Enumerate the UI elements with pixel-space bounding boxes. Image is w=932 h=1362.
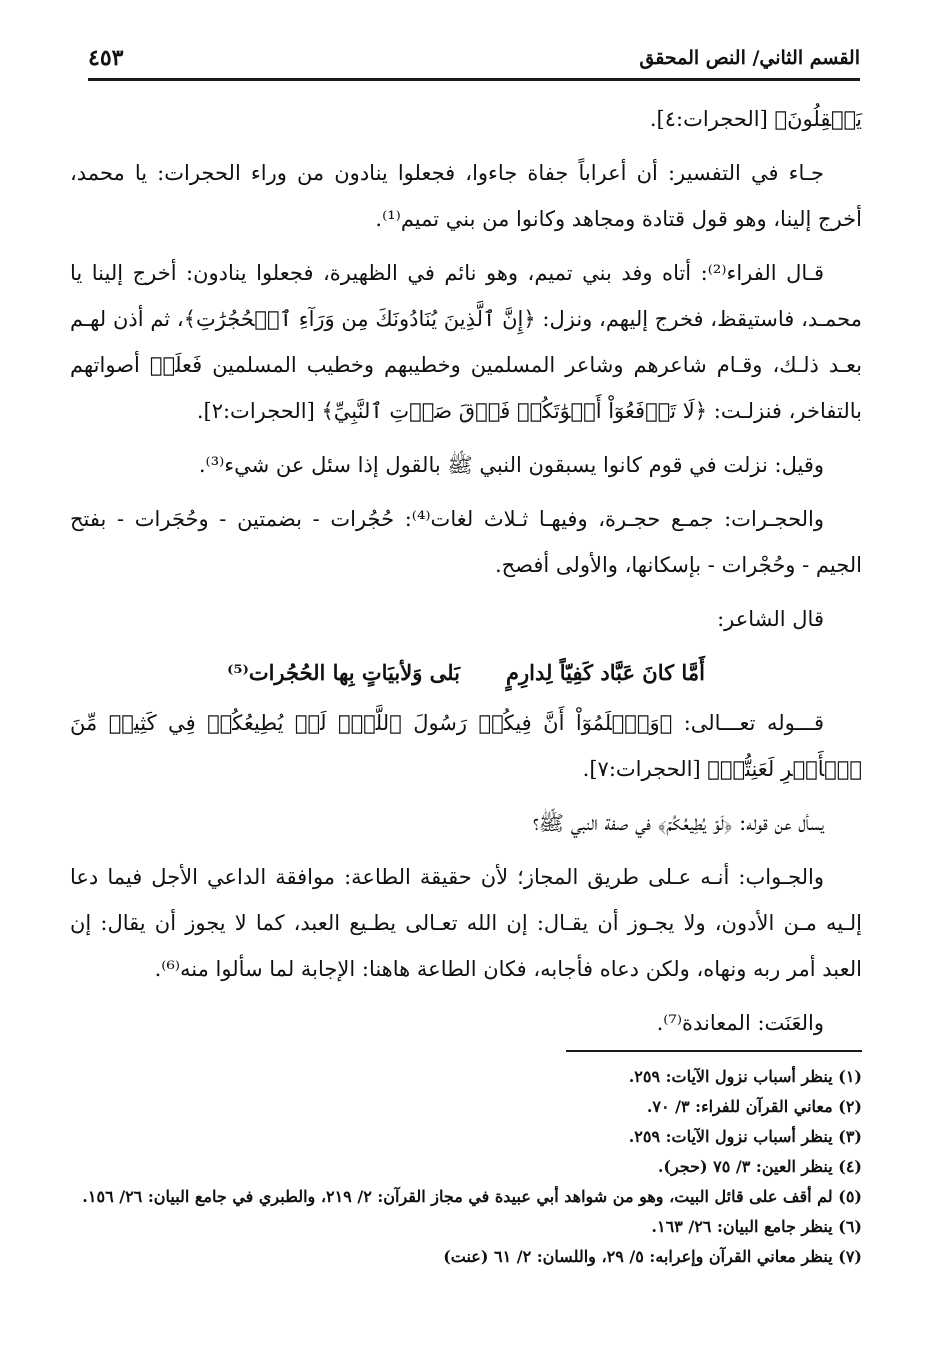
paragraph-hujurat: والحجـرات: جمـع حجـرة، وفيهـا ثـلاث لغات⁽⁴⁾: حُجُرات - بضمتين - وحُجَرات - بفتح الجيم - وحُجْرات - بإسكانها، والأولى أفصح. xyxy=(70,507,862,577)
paragraph-quran-end: يَعۡقِلُونَ﴾ [الحجرات:٤]. xyxy=(649,107,862,131)
poem-second-hemistich: بَلى وَلأبيَاتٍ بِها الحُجُرات⁽⁵⁾ xyxy=(227,660,460,685)
paragraph-verse-7: قـــوله تعـــالى: ﴿وَٱعۡلَمُوٓاْ أَنَّ فِيكُمۡ رَسُولَ ٱللَّهِۚ لَوۡ يُطِيعُكُمۡ فِي كَثِيرٖ مِّنَ ٱلۡأَمۡرِ لَعَنِتُّمۡ﴾ [الحجرات:٧]. xyxy=(70,711,862,781)
running-head: القسم الثاني/ النص المحقق xyxy=(639,47,860,69)
footnote: (٤) ينظر العين: ٣/ ٧٥ (حجر). xyxy=(657,1157,862,1176)
paragraph-poet-intro: قال الشاعر: xyxy=(717,607,824,631)
page-number: ٤٥٣ xyxy=(88,45,124,71)
paragraph-answer: والجـواب: أنـه عـلى طريق المجاز؛ لأن حقيقة الطاعة: موافقة الداعي الأجل فيما دعا إلـيه مـن الأدون، ولا يجـوز أن يقـال: إن الله تعـالى يطـيع العبد، كما لا يجوز أن يقال: إن العبد أمر ربه ونهاه، ولكن دعاه فأجابه، فكان الطاعة هاهنا: الإجابة لما سألوا منه⁽⁶⁾. xyxy=(70,865,862,981)
paragraph-qila: وقيل: نزلت في قوم كانوا يسبقون النبي ﷺ بالقول إذا سئل عن شيء⁽³⁾. xyxy=(198,453,824,477)
footnote: (٣) ينظر أسباب نزول الآيات: ٢٥٩. xyxy=(628,1127,862,1146)
footnote: (٦) ينظر جامع البيان: ٢٦/ ١٦٣. xyxy=(651,1217,862,1236)
footnote-separator xyxy=(566,1050,862,1052)
paragraph-tafsir: جـاء في التفسير: أن أعراباً جفاة جاءوا، فجعلوا ينادون من وراء الحجرات: يا محمد، أخرج إلينا، وهو قول قتادة ومجاهد وكانوا من بني تميم⁽¹⁾. xyxy=(70,161,862,231)
footnote: (٢) معاني القرآن للفراء: ٣/ ٧٠. xyxy=(646,1097,862,1116)
footnotes xyxy=(72,1062,862,1272)
footnote: (١) ينظر أسباب نزول الآيات: ٢٥٩. xyxy=(628,1067,862,1086)
poem-verse xyxy=(70,650,862,696)
main-text xyxy=(70,96,862,1054)
paragraph-farra: قـال الفراء⁽²⁾: أتاه وفد بني تميم، وهو نائم في الظهيرة، فجعلوا ينادون: أخرج إلينا يا محمـد، فاستيقظ، فخرج إليهم، ونزل: ﴿إِنَّ ٱلَّذِينَ يُنَادُونَكَ مِن وَرَآءِ ٱلۡحُجُرَٰتِ﴾، ثم أذن لهـم بعـد ذلـك، وقـام شاعرهم وشاعر المسلمين وخطيبهم وخطيب المسلمين فَعلَتۡ أصواتهم بالتفاخر، فنزلـت: ﴿لَا تَرۡفَعُوٓاْ أَصۡوَٰتَكُمۡ فَوۡقَ صَوۡتِ ٱلنَّبِيِّ﴾ [الحجرات:٢]. xyxy=(70,261,862,423)
poem-first-hemistich: أَمَّا كانَ عَبَّاد كَفِيّاً لِدارِمٍ xyxy=(505,660,705,685)
footnote: (٧) ينظر معاني القرآن وإعرابه: ٥/ ٢٩، واللسان: ٢/ ٦١ (عنت) xyxy=(443,1247,862,1266)
footnote: (٥) لم أقف على قائل البيت، وهو من شواهد أبي عبيدة في مجاز القرآن: ٢/ ٢١٩، والطبري في جامع البيان: ٢٦/ ١٥٦. xyxy=(82,1187,862,1206)
page-header xyxy=(88,38,860,81)
paragraph-anat: والعَنَت: المعاندة⁽⁷⁾. xyxy=(656,1011,824,1035)
paragraph-question: يسأل عن قوله: ﴿لَوۡ يُطِيعُكُمۡ﴾ في صفة النبي ﷺ؟ xyxy=(532,811,824,835)
